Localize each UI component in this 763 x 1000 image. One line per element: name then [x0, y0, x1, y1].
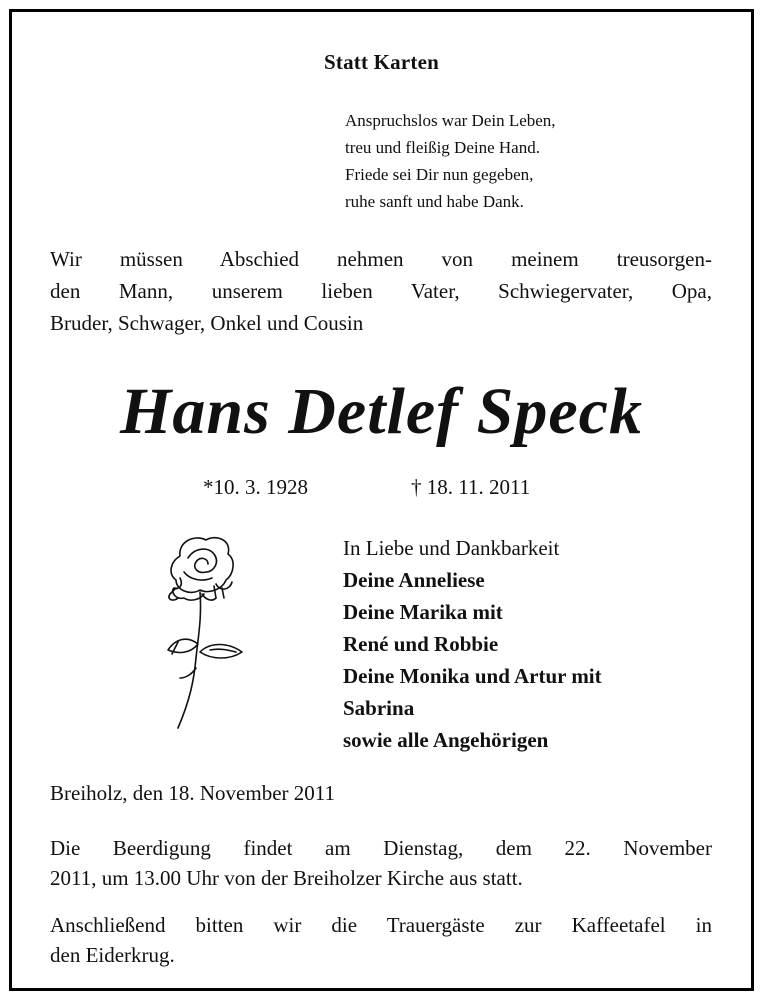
mourner-line: sowie alle Angehörigen — [343, 728, 549, 752]
burial-line: 2011, um 13.00 Uhr von der Breiholzer Kirche aus statt. — [50, 866, 523, 890]
poem-line: Friede sei Dir nun gegeben, — [345, 165, 534, 184]
intro-line: Bruder, Schwager, Onkel und Cousin — [50, 311, 364, 335]
intro-line: Wir müssen Abschied nehmen von meinem treusorgen- — [50, 247, 712, 271]
burial-info — [50, 833, 712, 893]
intro-text — [50, 243, 712, 339]
poem-line: treu und fleißig Deine Hand. — [345, 138, 540, 157]
mourner-line: Deine Marika mit — [343, 600, 503, 624]
birth-date: *10. 3. 1928 — [203, 475, 308, 499]
mourners-intro: In Liebe und Dankbarkeit — [343, 536, 560, 560]
obituary-notice — [9, 9, 754, 991]
mourner-line: Sabrina — [343, 696, 415, 720]
poem — [345, 107, 556, 215]
place-date: Breiholz, den 18. November 2011 — [50, 781, 335, 805]
rose-icon — [150, 528, 250, 736]
burial-line: Die Beerdigung findet am Dienstag, dem 22. November — [50, 836, 712, 860]
intro-line: den Mann, unserem lieben Vater, Schwiegervater, Opa, — [50, 279, 712, 303]
poem-line: Anspruchslos war Dein Leben, — [345, 111, 556, 130]
deceased-name: Hans Detlef Speck — [120, 375, 643, 448]
mourner-line: René und Robbie — [343, 632, 499, 656]
coffee-line: Anschließend bitten wir die Trauergäste zur Kaffeetafel in — [50, 913, 712, 937]
mourners — [343, 532, 602, 756]
mourner-line: Deine Anneliese — [343, 568, 485, 592]
coffee-line: den Eiderkrug. — [50, 943, 175, 967]
death-date: † 18. 11. 2011 — [411, 475, 531, 499]
coffee-info — [50, 910, 712, 970]
poem-line: ruhe sanft und habe Dank. — [345, 192, 524, 211]
mourner-line: Deine Monika und Artur mit — [343, 664, 602, 688]
header-title: Statt Karten — [324, 50, 439, 74]
